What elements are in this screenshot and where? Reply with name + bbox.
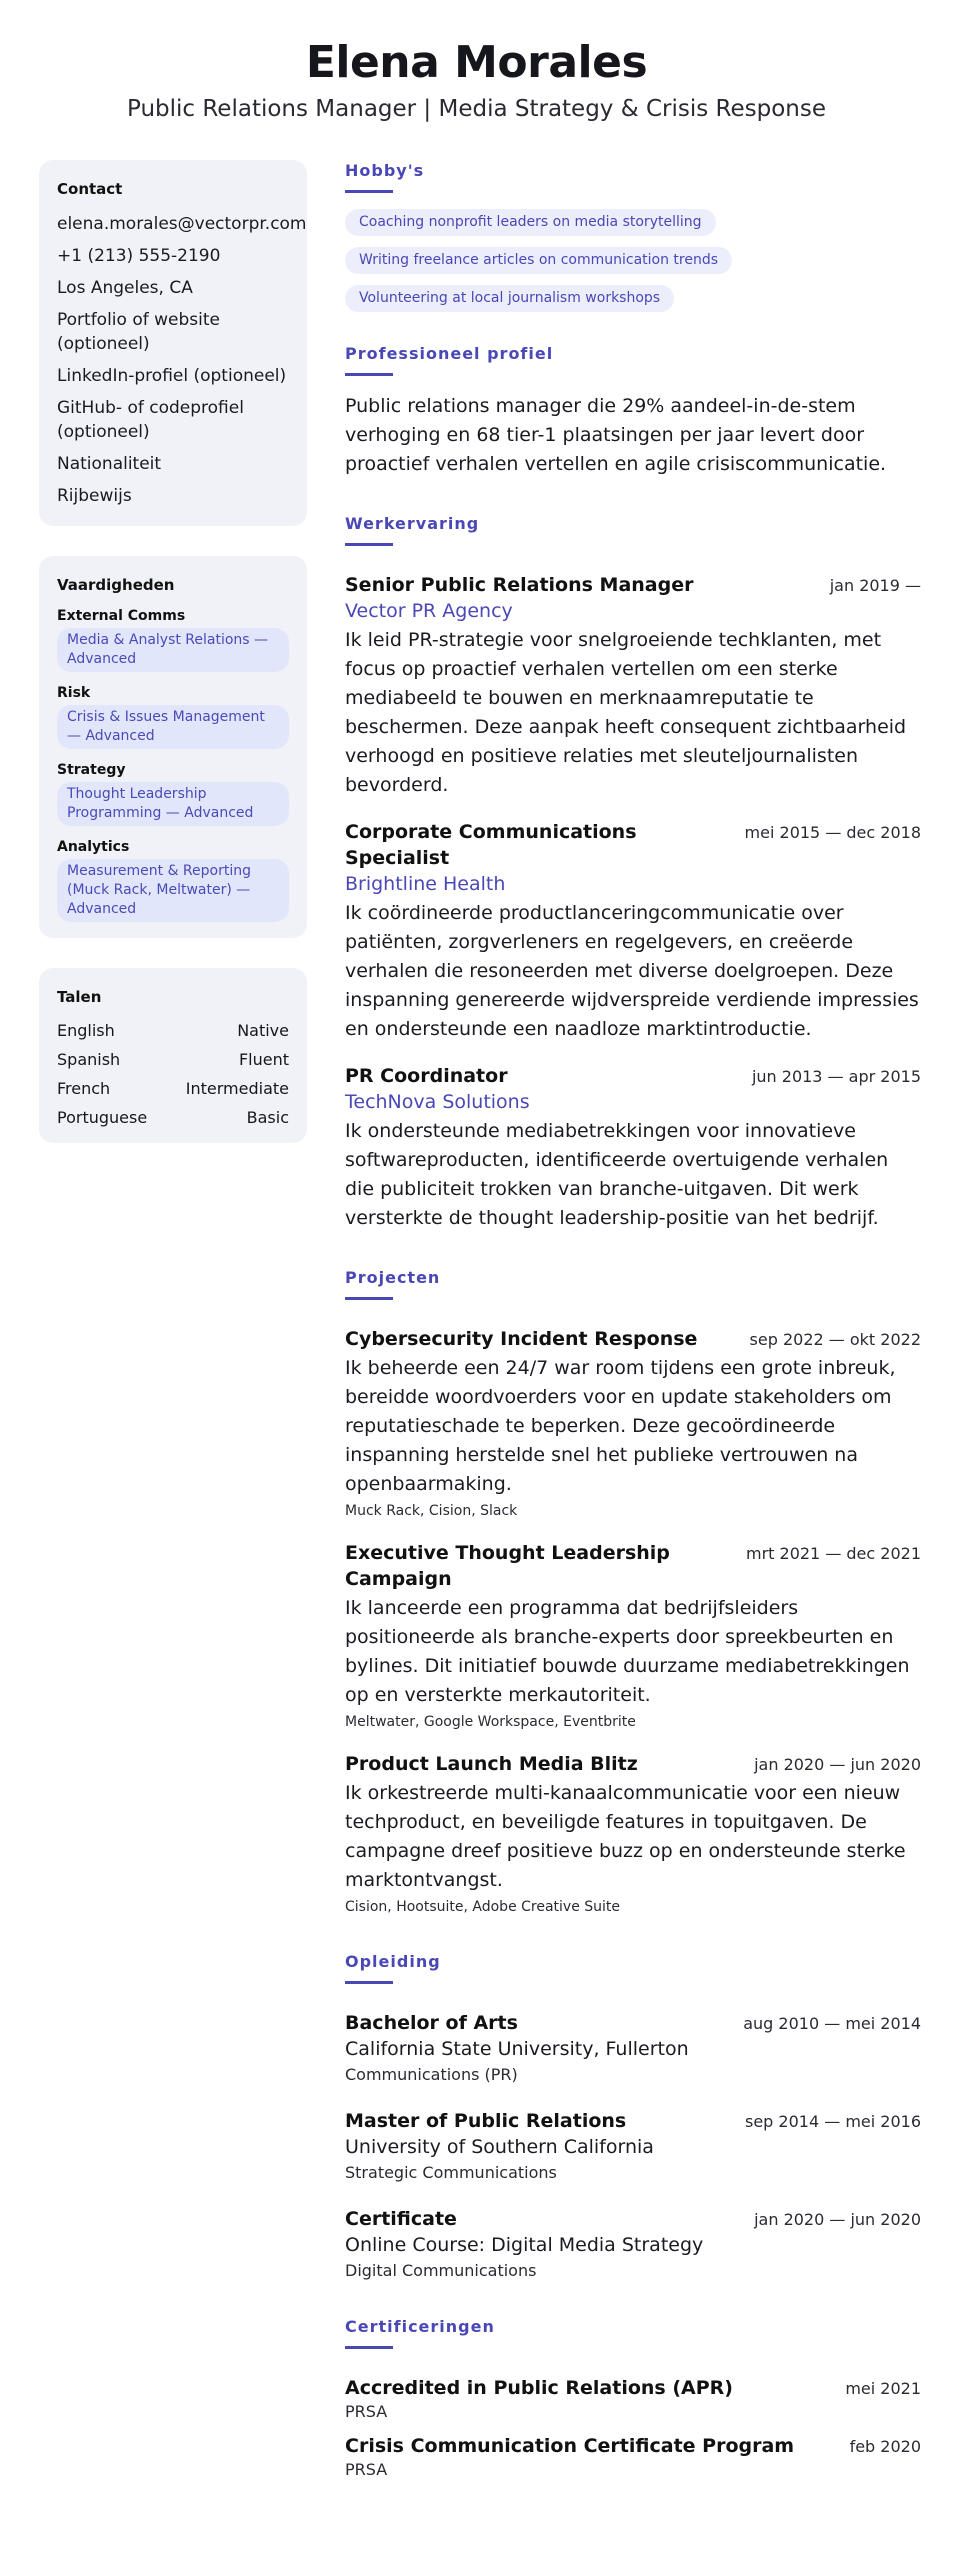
project-date: mrt 2021 — dec 2021 (745, 1544, 921, 1563)
resume-header (0, 0, 953, 124)
project-date: jan 2020 — jun 2020 (754, 1755, 921, 1774)
person-tagline: Public Relations Manager | Media Strategy & Crisis Response (126, 96, 827, 122)
contact-location: Los Angeles, CA (57, 278, 193, 298)
skill-group (57, 685, 289, 749)
section-divider (345, 373, 393, 376)
job-company: Vector PR Agency (345, 600, 513, 622)
degree-date: sep 2014 — mei 2016 (745, 2112, 921, 2131)
certification-issuer: PRSA (345, 2402, 388, 2421)
job-date: jun 2013 — apr 2015 (751, 1067, 921, 1086)
skill-pill: Crisis & Issues Management — Advanced (57, 705, 289, 749)
certification-name: Crisis Communication Certificate Program (345, 2435, 795, 2457)
field-of-study: Digital Communications (345, 2261, 537, 2280)
skill-pill: Media & Analyst Relations — Advanced (57, 628, 289, 672)
project-date: sep 2022 — okt 2022 (749, 1330, 921, 1349)
school-name: Online Course: Digital Media Strategy (345, 2234, 704, 2256)
main-column (345, 160, 921, 2500)
language-name: Portuguese (57, 1108, 148, 1127)
contact-title: Contact (57, 180, 123, 198)
skill-category: Analytics (57, 839, 130, 855)
language-level: Intermediate (185, 1079, 289, 1098)
job-date: jan 2019 — (829, 576, 921, 595)
contact-license: Rijbewijs (57, 486, 132, 506)
project-entry (345, 1540, 921, 1732)
person-name: Elena Morales (305, 37, 648, 88)
education-entry (345, 2010, 921, 2086)
language-row (57, 1078, 289, 1100)
skill-category: External Comms (57, 608, 186, 624)
section-divider (345, 190, 393, 193)
certification-name: Accredited in Public Relations (APR) (345, 2377, 733, 2399)
skill-group (57, 839, 289, 922)
field-of-study: Communications (PR) (345, 2065, 518, 2084)
skill-category: Risk (57, 685, 91, 701)
school-name: University of Southern California (345, 2136, 654, 2158)
skill-pill: Measurement & Reporting (Muck Rack, Meltwater) — Advanced (57, 859, 289, 922)
language-name: Spanish (57, 1050, 121, 1069)
contact-linkedin[interactable]: LinkedIn-profiel (optioneel) (57, 366, 287, 386)
experience-section (345, 513, 921, 1233)
skill-pill: Thought Leadership Programming — Advanced (57, 782, 289, 826)
languages-card (39, 968, 307, 1143)
project-entry (345, 1751, 921, 1917)
skill-group (57, 762, 289, 826)
hobby-pill: Writing freelance articles on communication trends (345, 247, 732, 274)
education-section (345, 1951, 921, 2282)
degree-date: jan 2020 — jun 2020 (754, 2210, 921, 2229)
profile-section (345, 343, 921, 479)
projects-title: Projecten (345, 1268, 441, 1287)
hobbies-title: Hobby's (345, 161, 425, 180)
job-description: Ik ondersteunde mediabetrekkingen voor innovatieve softwareproducten, identificeerde overtuigende verhalen die publiciteit trokken van branche-uitgaven. Dit werk versterkte de thought leadership-positie van het bedrijf. (345, 1120, 889, 1229)
job-description: Ik leid PR-strategie voor snelgroeiende techklanten, met focus op proactief verhalen vertellen om een sterke mediabeeld te bouwen en merknaamreputatie te beschermen. Deze aanpak heeft consequent zichtbaarheid verhoogd en positieve relaties met sleuteljournalisten bevorderd. (345, 629, 907, 796)
job-title: Corporate Communications Specialist (345, 821, 637, 869)
job-date: mei 2015 — dec 2018 (744, 823, 921, 842)
language-name: English (57, 1021, 115, 1040)
experience-entry (345, 572, 921, 800)
section-divider (345, 2346, 393, 2349)
project-tools: Cision, Hootsuite, Adobe Creative Suite (345, 1899, 621, 1915)
contact-nationality: Nationaliteit (57, 454, 162, 474)
certification-entry (345, 2375, 921, 2423)
languages-title: Talen (57, 988, 102, 1006)
degree-title: Certificate (345, 2208, 457, 2230)
skills-title: Vaardigheden (57, 576, 175, 594)
job-company: TechNova Solutions (345, 1091, 530, 1113)
section-divider (345, 1297, 393, 1300)
project-title: Executive Thought Leadership Campaign (345, 1542, 670, 1590)
project-title: Product Launch Media Blitz (345, 1753, 638, 1775)
skill-category: Strategy (57, 762, 126, 778)
contact-email[interactable]: elena.morales@vectorpr.com (57, 214, 307, 234)
education-entry (345, 2206, 921, 2282)
sidebar (39, 160, 307, 1143)
experience-entry (345, 1063, 921, 1233)
degree-date: aug 2010 — mei 2014 (743, 2014, 921, 2033)
hobby-pill: Volunteering at local journalism workshops (345, 285, 674, 312)
degree-title: Bachelor of Arts (345, 2012, 518, 2034)
experience-title: Werkervaring (345, 514, 480, 533)
job-company: Brightline Health (345, 873, 506, 895)
education-entry (345, 2108, 921, 2184)
language-row (57, 1020, 289, 1042)
contact-phone[interactable]: +1 (213) 555-2190 (57, 246, 221, 266)
project-entry (345, 1326, 921, 1521)
degree-title: Master of Public Relations (345, 2110, 627, 2132)
project-description: Ik orkestreerde multi-kanaalcommunicatie voor een nieuw techproduct, en beveiligde features in topuitgaven. De campagne dreef positieve buzz op en ondersteunde sterke marktontvangst. (345, 1782, 906, 1891)
project-title: Cybersecurity Incident Response (345, 1328, 698, 1350)
job-title: Senior Public Relations Manager (345, 574, 694, 596)
skills-card (39, 556, 307, 938)
profile-summary: Public relations manager die 29% aandeel-in-de-stem verhoging en 68 tier-1 plaatsingen per jaar levert door proactief verhalen vertellen en agile crisiscommunicatie. (345, 395, 887, 475)
education-title: Opleiding (345, 1952, 441, 1971)
project-description: Ik lanceerde een programma dat bedrijfsleiders positioneerde als branche-experts door spreekbeurten en bylines. Dit initiatief bouwde duurzame mediabetrekkingen op en versterkte merkautoriteit. (345, 1597, 910, 1706)
language-level: Basic (246, 1108, 289, 1127)
certification-entry (345, 2433, 921, 2481)
certifications-section (345, 2316, 921, 2481)
language-name: French (57, 1079, 111, 1098)
experience-entry (345, 819, 921, 1044)
certifications-title: Certificeringen (345, 2317, 495, 2336)
projects-section (345, 1267, 921, 1917)
certification-date: mei 2021 (845, 2379, 921, 2398)
language-level: Native (237, 1021, 289, 1040)
language-row (57, 1049, 289, 1071)
section-divider (345, 1981, 393, 1984)
section-divider (345, 543, 393, 546)
certification-date: feb 2020 (849, 2437, 921, 2456)
project-description: Ik beheerde een 24/7 war room tijdens een grote inbreuk, bereidde woordvoerders voor en update stakeholders om reputatieschade te beperken. Deze gecoördineerde inspanning herstelde snel het publieke vertrouwen na openbaarmaking. (345, 1357, 896, 1495)
job-description: Ik coördineerde productlanceringcommunicatie over patiënten, zorgverleners en regelgevers, en creëerde verhalen die resoneerden met diverse doelgroepen. Deze inspanning genereerde wijdverspreide verdiende impressies en ondersteunde een naadloze marktintroductie. (345, 902, 919, 1040)
school-name: California State University, Fullerton (345, 2038, 689, 2060)
language-level: Fluent (238, 1050, 289, 1069)
job-title: PR Coordinator (345, 1065, 508, 1087)
contact-card (39, 160, 307, 526)
language-row (57, 1107, 289, 1129)
field-of-study: Strategic Communications (345, 2163, 557, 2182)
contact-portfolio[interactable]: Portfolio of website (optioneel) (57, 310, 220, 354)
profile-title: Professioneel profiel (345, 344, 554, 363)
hobby-pill: Coaching nonprofit leaders on media storytelling (345, 209, 716, 236)
skill-group (57, 608, 289, 672)
contact-github[interactable]: GitHub- of codeprofiel (optioneel) (57, 398, 244, 442)
project-tools: Meltwater, Google Workspace, Eventbrite (345, 1714, 636, 1730)
project-tools: Muck Rack, Cision, Slack (345, 1503, 518, 1519)
certification-issuer: PRSA (345, 2460, 388, 2479)
hobbies-section (345, 160, 921, 323)
